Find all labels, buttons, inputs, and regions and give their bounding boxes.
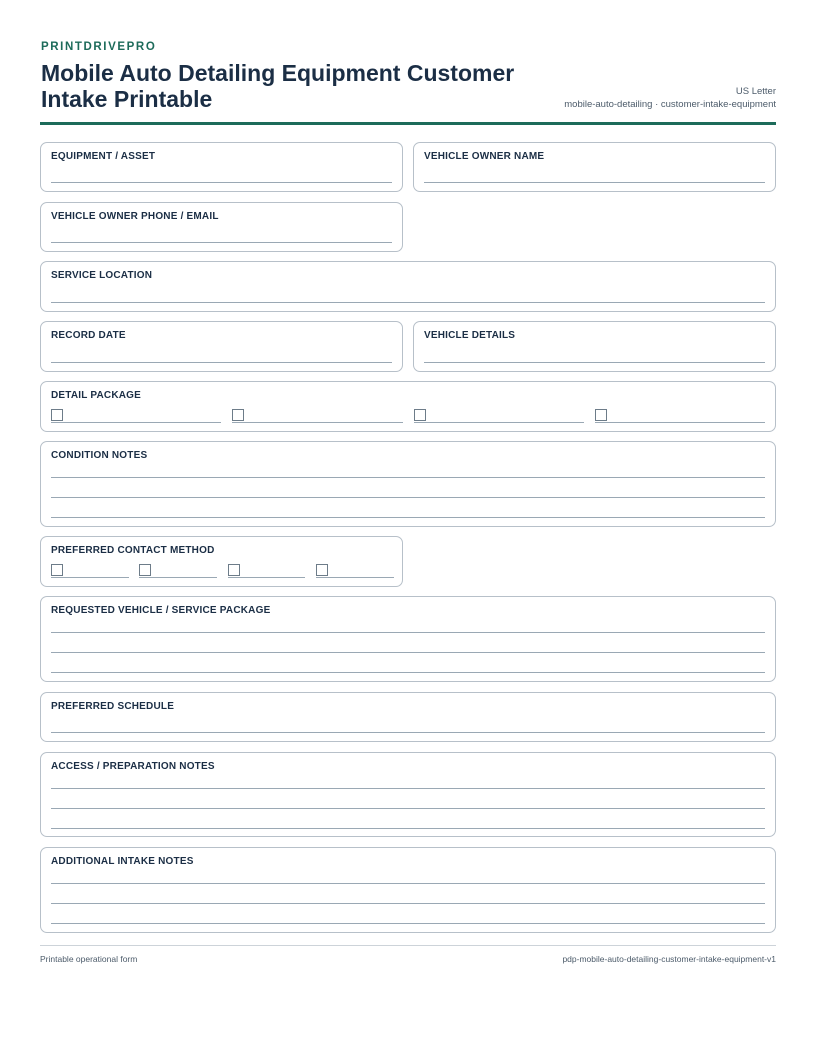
field-label: VEHICLE OWNER NAME xyxy=(424,151,545,162)
detail-package-option[interactable] xyxy=(595,409,765,423)
write-line[interactable] xyxy=(51,497,765,498)
field-label: SERVICE LOCATION xyxy=(51,270,153,281)
write-line[interactable] xyxy=(51,903,765,904)
detail-package-field[interactable] xyxy=(40,381,776,432)
field-label: VEHICLE OWNER PHONE / EMAIL xyxy=(51,211,219,222)
write-line[interactable] xyxy=(51,182,392,183)
option-line xyxy=(51,422,221,423)
checkbox[interactable] xyxy=(228,564,240,576)
write-line[interactable] xyxy=(51,242,392,243)
preferred-schedule-field[interactable] xyxy=(40,692,776,742)
field-label: PREFERRED SCHEDULE xyxy=(51,701,175,712)
footer-rule xyxy=(40,945,776,946)
detail-package-option[interactable] xyxy=(414,409,584,423)
write-line[interactable] xyxy=(51,828,765,829)
checkbox[interactable] xyxy=(232,409,244,421)
service-location-field[interactable] xyxy=(40,261,776,312)
checkbox[interactable] xyxy=(595,409,607,421)
write-line[interactable] xyxy=(51,788,765,789)
write-line[interactable] xyxy=(51,477,765,478)
field-label: REQUESTED VEHICLE / SERVICE PACKAGE xyxy=(51,605,271,616)
option-line xyxy=(595,422,765,423)
brand-name: PRINTDRIVEPRO xyxy=(41,41,157,53)
field-label: DETAIL PACKAGE xyxy=(51,390,142,401)
requested-service-package-field[interactable] xyxy=(40,596,776,682)
field-label: EQUIPMENT / ASSET xyxy=(51,151,156,162)
write-line[interactable] xyxy=(51,302,765,303)
form-tags: mobile-auto-detailing · customer-intake-equipment xyxy=(564,99,776,110)
document-meta xyxy=(564,85,776,111)
checkbox[interactable] xyxy=(316,564,328,576)
field-label: VEHICLE DETAILS xyxy=(424,330,516,341)
write-line[interactable] xyxy=(51,652,765,653)
paper-size: US Letter xyxy=(735,86,776,97)
vehicle-owner-name-field[interactable] xyxy=(413,142,776,192)
write-line[interactable] xyxy=(51,632,765,633)
write-line[interactable] xyxy=(51,732,765,733)
write-line[interactable] xyxy=(51,808,765,809)
field-label: PREFERRED CONTACT METHOD xyxy=(51,545,215,556)
detail-package-option[interactable] xyxy=(51,409,221,423)
footer-form-type: Printable operational form xyxy=(40,954,138,964)
field-label: ACCESS / PREPARATION NOTES xyxy=(51,761,215,772)
preferred-contact-method-field[interactable] xyxy=(40,536,403,587)
condition-notes-field[interactable] xyxy=(40,441,776,527)
option-line xyxy=(414,422,584,423)
contact-method-option[interactable] xyxy=(139,564,217,578)
contact-method-option[interactable] xyxy=(228,564,305,578)
write-line[interactable] xyxy=(51,672,765,673)
footer-form-id: pdp-mobile-auto-detailing-customer-intake-equipment-v1 xyxy=(562,954,776,964)
detail-package-option[interactable] xyxy=(232,409,403,423)
contact-method-option[interactable] xyxy=(316,564,394,578)
write-line[interactable] xyxy=(51,923,765,924)
write-line[interactable] xyxy=(424,362,765,363)
access-preparation-notes-field[interactable] xyxy=(40,752,776,837)
contact-method-option[interactable] xyxy=(51,564,129,578)
write-line[interactable] xyxy=(424,182,765,183)
option-line xyxy=(228,577,305,578)
option-line xyxy=(232,422,403,423)
write-line[interactable] xyxy=(51,517,765,518)
additional-intake-notes-field[interactable] xyxy=(40,847,776,933)
checkbox[interactable] xyxy=(51,564,63,576)
option-line xyxy=(316,577,394,578)
page-title: Mobile Auto Detailing Equipment Customer Intake Printable xyxy=(41,60,515,112)
checkbox[interactable] xyxy=(139,564,151,576)
vehicle-owner-contact-field[interactable] xyxy=(40,202,403,252)
write-line[interactable] xyxy=(51,362,392,363)
option-line xyxy=(51,577,129,578)
field-label: ADDITIONAL INTAKE NOTES xyxy=(51,856,194,867)
header-rule xyxy=(40,122,776,125)
vehicle-details-field[interactable] xyxy=(413,321,776,372)
field-label: CONDITION NOTES xyxy=(51,450,148,461)
equipment-asset-field[interactable] xyxy=(40,142,403,192)
field-label: RECORD DATE xyxy=(51,330,126,341)
checkbox[interactable] xyxy=(51,409,63,421)
write-line[interactable] xyxy=(51,883,765,884)
record-date-field[interactable] xyxy=(40,321,403,372)
checkbox[interactable] xyxy=(414,409,426,421)
option-line xyxy=(139,577,217,578)
